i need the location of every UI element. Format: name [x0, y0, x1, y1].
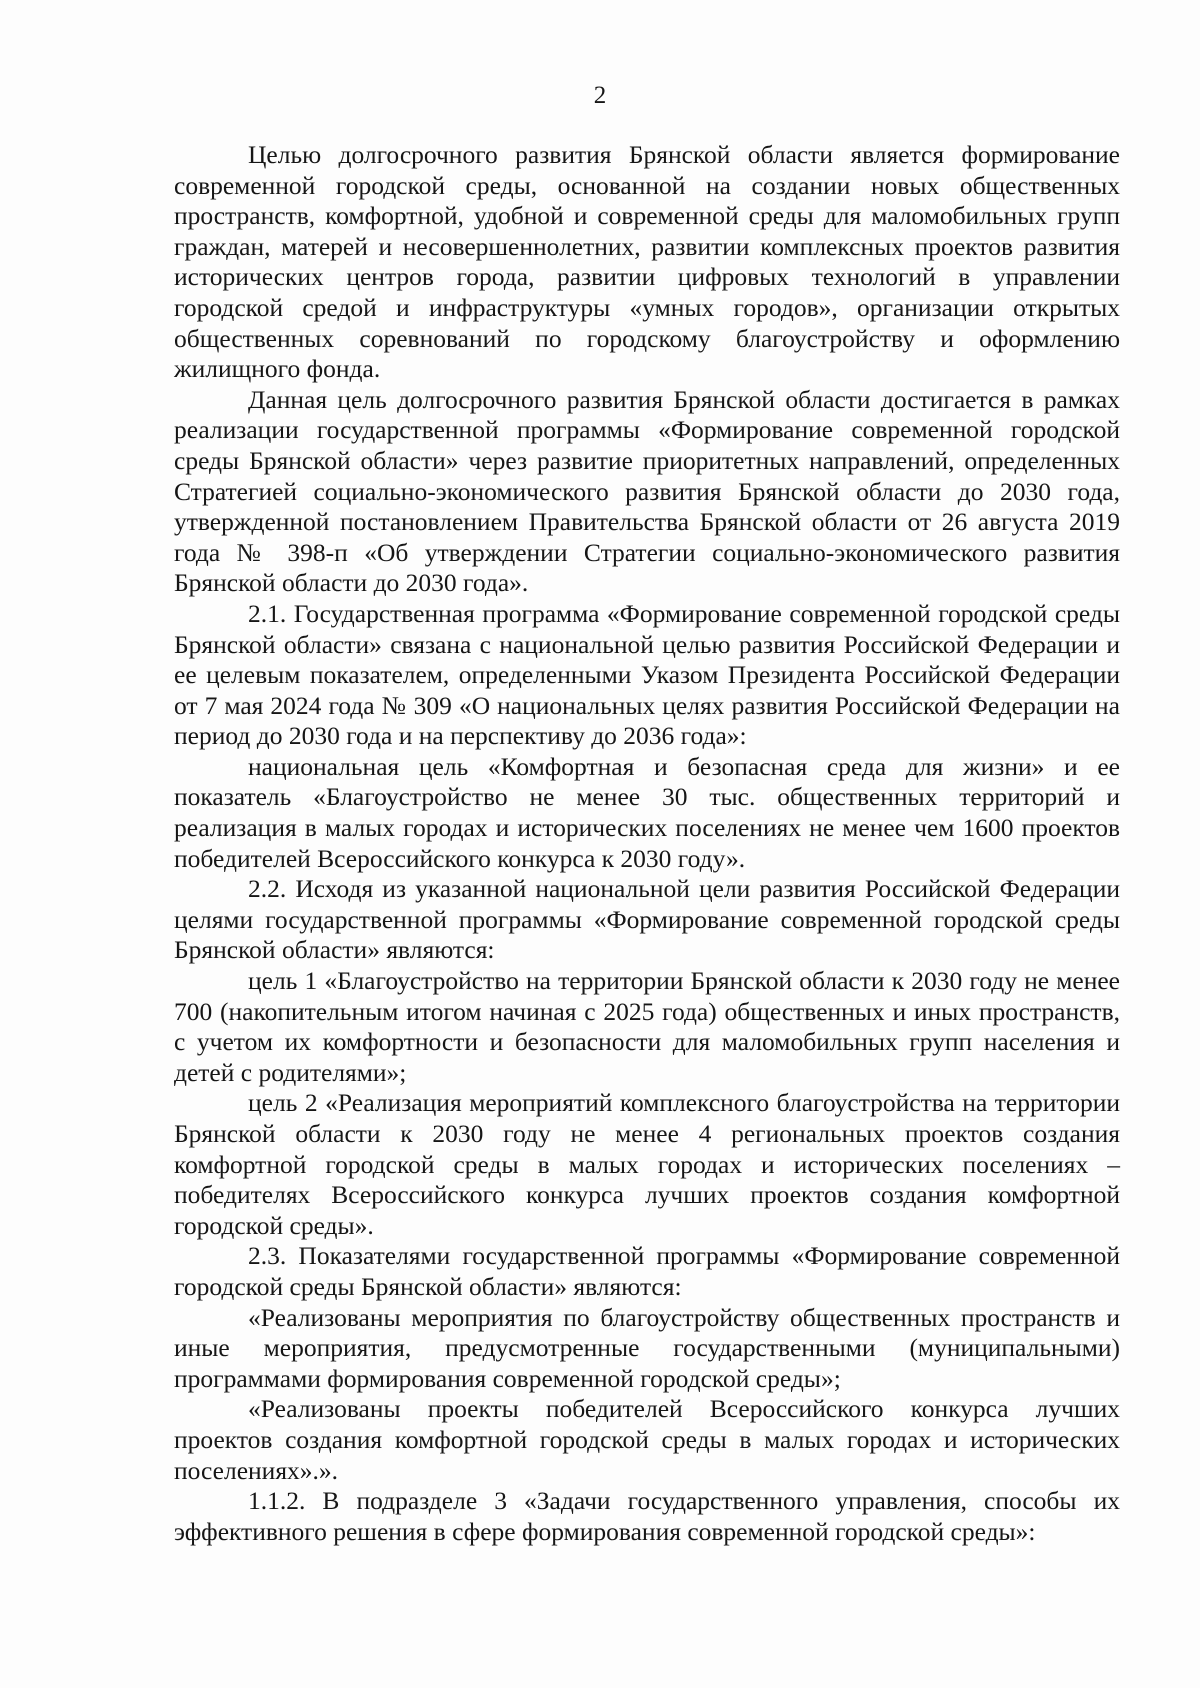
paragraph-2-3: 2.3. Показателями государственной программы «Формирование современной городской среды Брянской области» являются:	[174, 1241, 1120, 1301]
paragraph-goal-1: цель 1 «Благоустройство на территории Брянской области к 2030 году не менее 700 (накопительным итогом начиная с 2025 года) общественных и иных пространств, с учетом их комфортности и безопасности для маломобильных групп населения и детей с родителями»;	[174, 966, 1120, 1087]
document-body	[174, 140, 1120, 1547]
paragraph-1-1-2: 1.1.2. В подразделе 3 «Задачи государственного управления, способы их эффективного решения в сфере формирования современной городской среды»:	[174, 1486, 1120, 1546]
page-number: 2	[593, 82, 607, 109]
paragraph-goal-achievement: Данная цель долгосрочного развития Брянской области достигается в рамках реализации государственной программы «Формирование современной городской среды Брянской области» через развитие приоритетных направлений, определенных Стратегией социально-экономического развития Брянской области до 2030 года, утвержденной постановлением Правительства Брянской области от 26 августа 2019 года № 398-п «Об утверждении Стратегии социально-экономического развития Брянской области до 2030 года».	[174, 384, 1120, 598]
paragraph-long-term-goal: Целью долгосрочного развития Брянской области является формирование современной городской среды, основанной на создании новых общественных пространств, комфортной, удобной и современной среды для маломобильных групп граждан, матерей и несовершеннолетних, развитии комплексных проектов развития исторических центров города, развитии цифровых технологий в управлении городской средой и инфраструктуры «умных городов», организации открытых общественных соревнований по городскому благоустройству и оформлению жилищного фонда.	[174, 140, 1120, 384]
paragraph-indicator-1: «Реализованы мероприятия по благоустройству общественных пространств и иные мероприятия, предусмотренные государственными (муниципальными) программами формирования современной городской среды»;	[174, 1302, 1120, 1393]
paragraph-goal-2: цель 2 «Реализация мероприятий комплексного благоустройства на территории Брянской области к 2030 году не менее 4 региональных проектов создания комфортной городской среды в малых городах и исторических поселениях – победителях Всероссийского конкурса лучших проектов создания комфортной городской среды».	[174, 1088, 1120, 1240]
paragraph-2-2: 2.2. Исходя из указанной национальной цели развития Российской Федерации целями государственной программы «Формирование современной городской среды Брянской области» являются:	[174, 874, 1120, 965]
paragraph-national-goal: национальная цель «Комфортная и безопасная среда для жизни» и ее показатель «Благоустройство не менее 30 тыс. общественных территорий и реализация в малых городах и исторических поселениях не менее чем 1600 проектов победителей Всероссийского конкурса к 2030 году».	[174, 751, 1120, 873]
paragraph-indicator-2: «Реализованы проекты победителей Всероссийского конкурса лучших проектов создания комфортной городской среды в малых городах и исторических поселениях».».	[174, 1394, 1120, 1485]
paragraph-2-1: 2.1. Государственная программа «Формирование современной городской среды Брянской области» связана с национальной целью развития Российской Федерации и ее целевым показателем, определенными Указом Президента Российской Федерации от 7 мая 2024 года № 309 «О национальных целях развития Российской Федерации на период до 2030 года и на перспективу до 2036 года»:	[174, 598, 1120, 751]
